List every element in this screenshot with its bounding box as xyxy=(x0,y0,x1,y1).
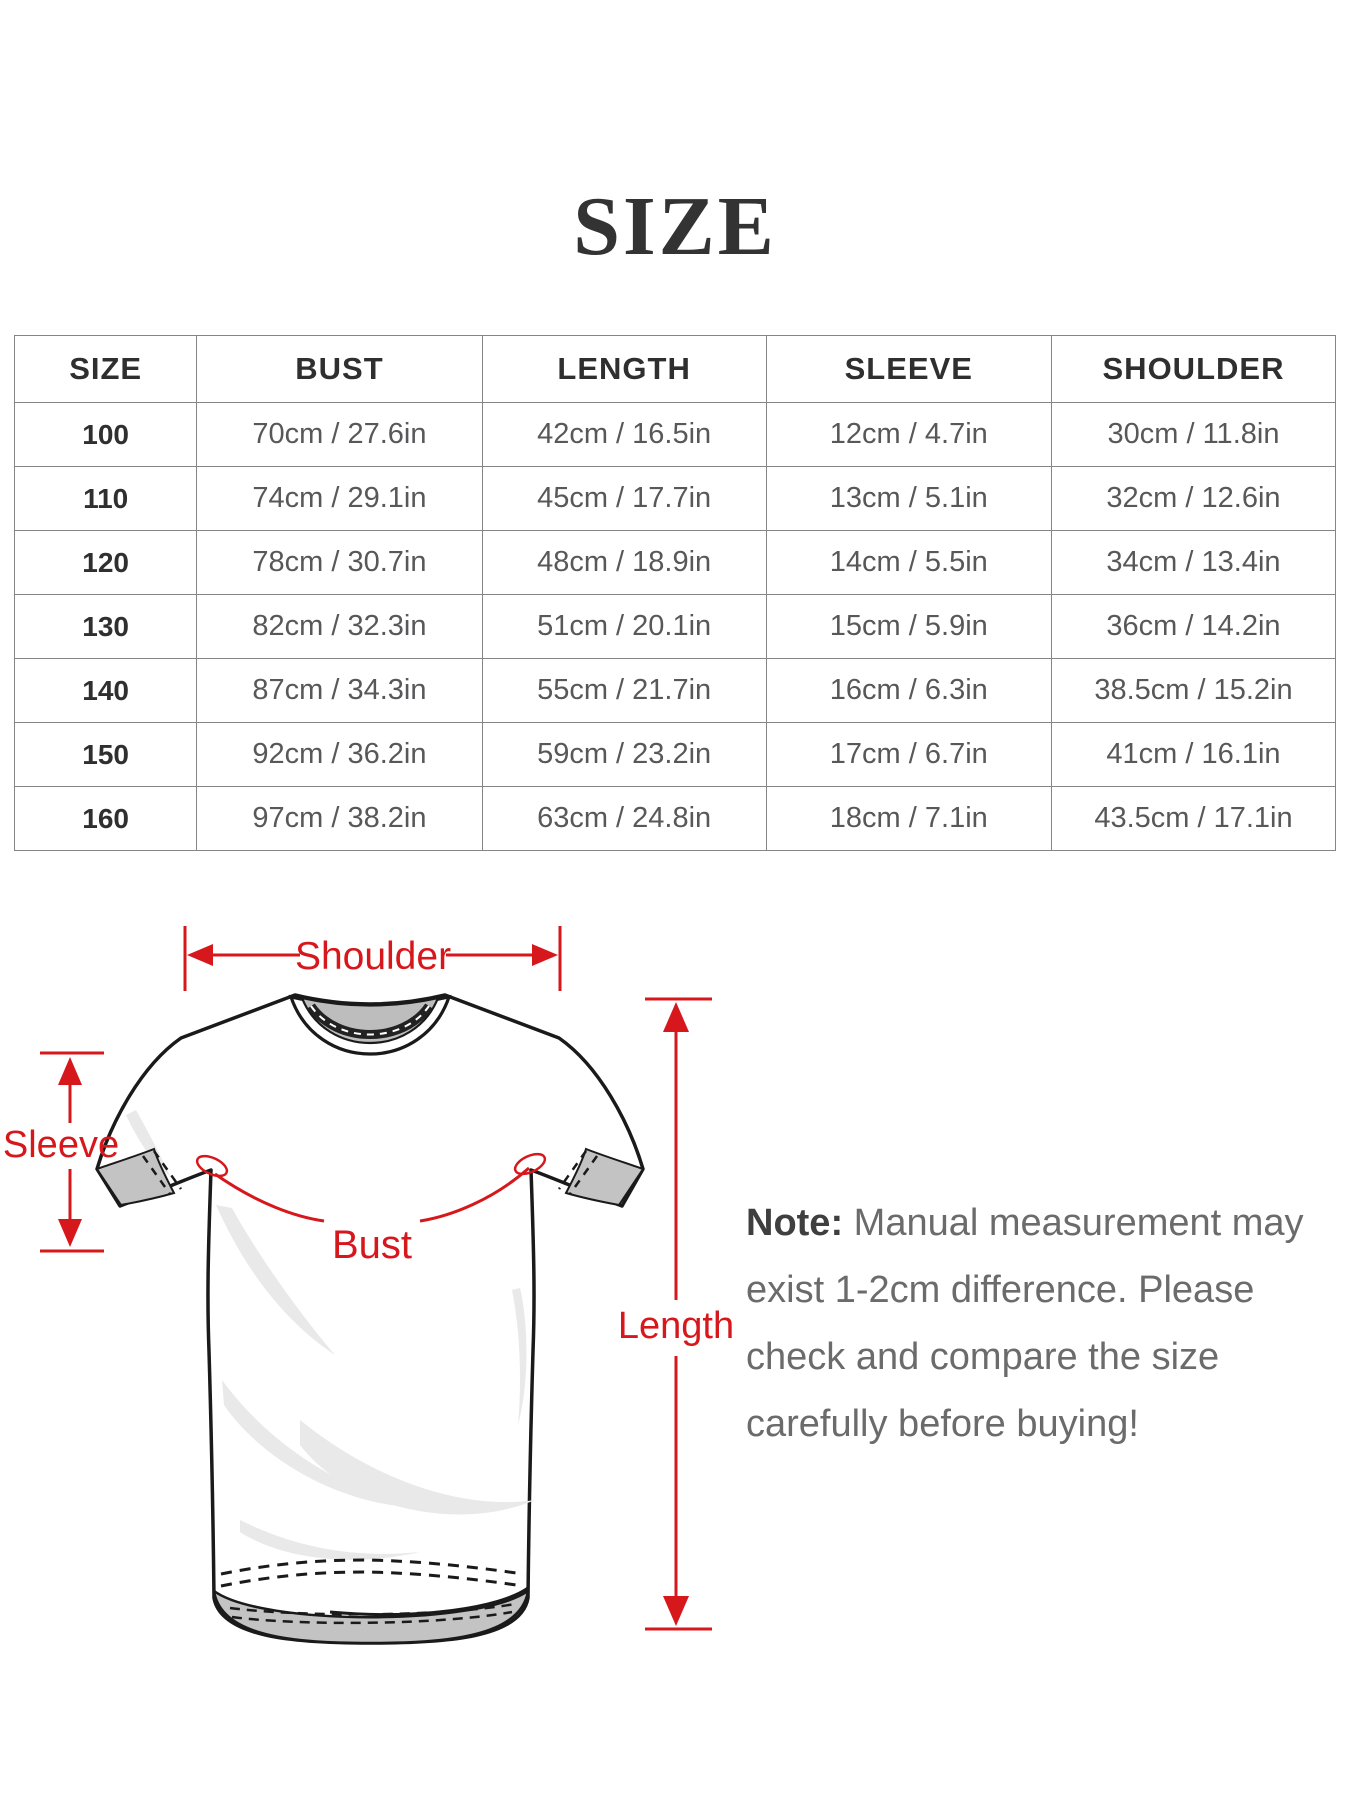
size-cell: 110 xyxy=(15,467,197,531)
measurement-cell: 45cm / 17.7in xyxy=(482,467,766,531)
table-row xyxy=(15,787,1336,851)
measurement-cell: 32cm / 12.6in xyxy=(1051,467,1335,531)
size-table-header xyxy=(15,336,1336,403)
bust-label: Bust xyxy=(331,1223,413,1267)
table-row xyxy=(15,723,1336,787)
size-cell: 120 xyxy=(15,531,197,595)
measurement-cell: 87cm / 34.3in xyxy=(197,659,482,723)
measurement-cell: 42cm / 16.5in xyxy=(482,403,766,467)
measurement-cell: 12cm / 4.7in xyxy=(766,403,1051,467)
measurement-note xyxy=(746,1190,1332,1458)
measurement-cell: 13cm / 5.1in xyxy=(766,467,1051,531)
measurement-cell: 17cm / 6.7in xyxy=(766,723,1051,787)
measurement-cell: 70cm / 27.6in xyxy=(197,403,482,467)
measurement-cell: 74cm / 29.1in xyxy=(197,467,482,531)
measurement-cell: 55cm / 21.7in xyxy=(482,659,766,723)
size-cell: 140 xyxy=(15,659,197,723)
measurement-cell: 82cm / 32.3in xyxy=(197,595,482,659)
measurement-cell: 97cm / 38.2in xyxy=(197,787,482,851)
measurement-cell: 34cm / 13.4in xyxy=(1051,531,1335,595)
measurement-cell: 92cm / 36.2in xyxy=(197,723,482,787)
sleeve-label: Sleeve xyxy=(2,1124,120,1166)
measurement-cell: 14cm / 5.5in xyxy=(766,531,1051,595)
measurement-cell: 36cm / 14.2in xyxy=(1051,595,1335,659)
measurement-cell: 59cm / 23.2in xyxy=(482,723,766,787)
shoulder-arrow xyxy=(185,926,560,991)
note-prefix: Note: xyxy=(746,1202,844,1244)
measurement-cell: 15cm / 5.9in xyxy=(766,595,1051,659)
size-table-container xyxy=(14,335,1336,851)
length-label: Length xyxy=(617,1305,735,1347)
note-text: Manual measurement may exist 1-2cm difference. Please check and compare the size carefully before buying! xyxy=(746,1202,1304,1445)
size-cell: 130 xyxy=(15,595,197,659)
measurement-cell: 38.5cm / 15.2in xyxy=(1051,659,1335,723)
measurement-cell: 18cm / 7.1in xyxy=(766,787,1051,851)
size-cell: 100 xyxy=(15,403,197,467)
table-row xyxy=(15,403,1336,467)
header-row xyxy=(15,336,1336,403)
measurement-cell: 48cm / 18.9in xyxy=(482,531,766,595)
measurement-cell: 41cm / 16.1in xyxy=(1051,723,1335,787)
column-header: BUST xyxy=(197,336,482,403)
measurement-cell: 63cm / 24.8in xyxy=(482,787,766,851)
measurement-cell: 78cm / 30.7in xyxy=(197,531,482,595)
tshirt-outline xyxy=(97,995,643,1643)
column-header: SLEEVE xyxy=(766,336,1051,403)
size-table-body xyxy=(15,403,1336,851)
tshirt-measurement-diagram xyxy=(0,860,760,1660)
table-row xyxy=(15,659,1336,723)
shoulder-label: Shoulder xyxy=(294,935,452,978)
table-row xyxy=(15,531,1336,595)
size-cell: 160 xyxy=(15,787,197,851)
measurement-cell: 30cm / 11.8in xyxy=(1051,403,1335,467)
measurement-cell: 16cm / 6.3in xyxy=(766,659,1051,723)
measurement-cell: 51cm / 20.1in xyxy=(482,595,766,659)
page-title: SIZE xyxy=(573,180,777,273)
sleeve-arrow xyxy=(3,1053,119,1251)
column-header: SIZE xyxy=(15,336,197,403)
size-cell: 150 xyxy=(15,723,197,787)
column-header: LENGTH xyxy=(482,336,766,403)
table-row xyxy=(15,595,1336,659)
measurement-cell: 43.5cm / 17.1in xyxy=(1051,787,1335,851)
column-header: SHOULDER xyxy=(1051,336,1335,403)
size-table xyxy=(14,335,1336,851)
length-arrow xyxy=(618,999,734,1629)
table-row xyxy=(15,467,1336,531)
